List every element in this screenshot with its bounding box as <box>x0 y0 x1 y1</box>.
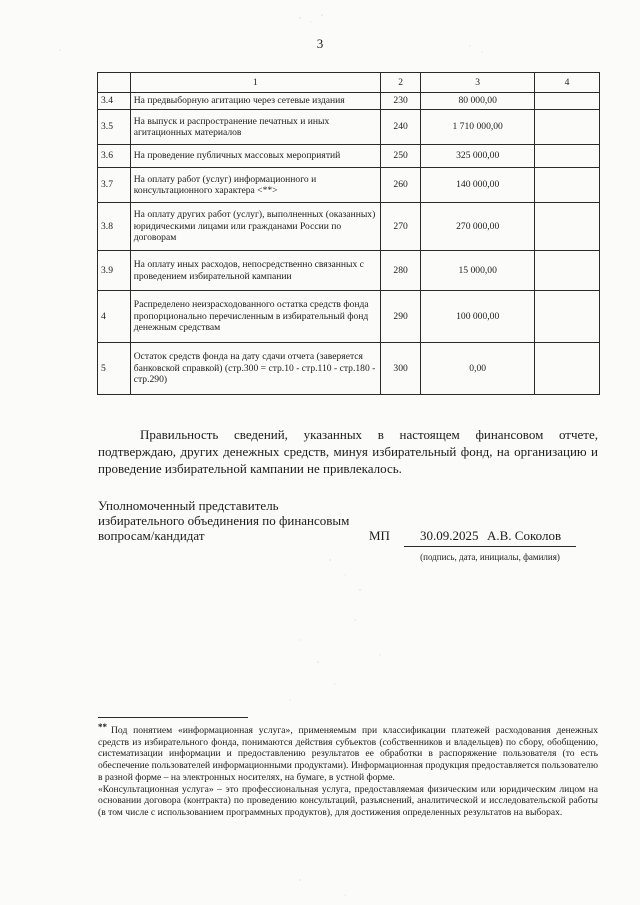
row-note <box>534 343 599 395</box>
row-note <box>534 251 599 291</box>
header-cell-blank <box>98 73 131 93</box>
table-row <box>98 291 600 343</box>
footnote-marker: ** <box>98 722 107 732</box>
page-number: 3 <box>316 36 324 51</box>
row-line-code: 270 <box>380 203 421 251</box>
signatory-name: А.В. Соколов <box>487 528 562 543</box>
row-line-code: 280 <box>380 251 421 291</box>
table-row <box>98 251 600 291</box>
row-number: 3.5 <box>98 110 131 145</box>
row-line-code: 240 <box>380 110 421 145</box>
signatory-role <box>98 498 388 543</box>
signature-caption: (подпись, дата, инициалы, фамилия) <box>420 552 560 562</box>
table-row <box>98 203 600 251</box>
footnote <box>98 722 598 819</box>
row-note <box>534 145 599 168</box>
header-cell-2: 2 <box>380 73 421 93</box>
footnote-separator <box>98 717 248 718</box>
row-number: 3.7 <box>98 168 131 203</box>
row-note <box>534 110 599 145</box>
row-amount: 100 000,00 <box>421 291 535 343</box>
row-number: 4 <box>98 291 131 343</box>
header-cell-3: 3 <box>421 73 535 93</box>
stamp-place: МП <box>369 528 390 543</box>
row-expense-name: На оплату работ (услуг) информационного и консультационного характера <**> <box>130 168 380 203</box>
row-amount: 80 000,00 <box>421 93 535 110</box>
row-expense-name: На оплату других работ (услуг), выполненных (оказанных) юридическими лицами или гражданами России по договорам <box>130 203 380 251</box>
row-amount: 15 000,00 <box>421 251 535 291</box>
financial-report-table <box>97 72 600 395</box>
row-line-code: 300 <box>380 343 421 395</box>
row-expense-name: На предвыборную агитацию через сетевые издания <box>130 93 380 110</box>
signatory-role-line: избирательного объединения по финансовым <box>98 513 350 528</box>
row-number: 3.6 <box>98 145 131 168</box>
row-amount: 140 000,00 <box>421 168 535 203</box>
row-amount: 270 000,00 <box>421 203 535 251</box>
row-line-code: 260 <box>380 168 421 203</box>
row-amount: 325 000,00 <box>421 145 535 168</box>
footnote-paragraph <box>98 722 598 784</box>
row-note <box>534 291 599 343</box>
row-number: 5 <box>98 343 131 395</box>
signatory-role-line: Уполномоченный представитель <box>98 498 279 513</box>
table-row <box>98 145 600 168</box>
row-amount: 0,00 <box>421 343 535 395</box>
row-expense-name: На выпуск и распространение печатных и иных агитационных материалов <box>130 110 380 145</box>
row-note <box>534 93 599 110</box>
table-row <box>98 168 600 203</box>
signature-date: 30.09.2025 <box>420 528 479 543</box>
table-header-row <box>98 73 600 93</box>
row-expense-name: На проведение публичных массовых мероприятий <box>130 145 380 168</box>
row-number: 3.9 <box>98 251 131 291</box>
table-row <box>98 93 600 110</box>
row-line-code: 290 <box>380 291 421 343</box>
row-line-code: 230 <box>380 93 421 110</box>
row-expense-name: Распределено неизрасходованного остатка средств фонда пропорционально перечисленным в избирательный фонд денежным средствам <box>130 291 380 343</box>
row-amount: 1 710 000,00 <box>421 110 535 145</box>
footnote-text: Под понятием «информационная услуга», применяемым при классификации платежей расходования денежных средств из избирательного фонда, понимаются действия субъектов (собственников и владельцев) по сбору, обобщению, систематизации информации и предоставлению результатов ее обработки в распоряжение пользователя (то есть обеспечение пользователей информационными продуктами). Информационная продукция предоставляется пользователю в разной форме – на электронных носителях, на бумаге, в устной форме. <box>98 725 598 783</box>
row-note <box>534 168 599 203</box>
row-number: 3.8 <box>98 203 131 251</box>
row-note <box>534 203 599 251</box>
row-expense-name: На оплату иных расходов, непосредственно связанных с проведением избирательной кампании <box>130 251 380 291</box>
table-row <box>98 343 600 395</box>
table-row <box>98 110 600 145</box>
footnote-text: «Консультационная услуга» – это профессиональная услуга, предоставляемая физическим или юридическим лицом на основании договора (контракта) по проведению консультаций, разъяснений, аналитической и исследовательской работы (в том числе с использованием программных продуктов), для достижения определенных результатов на выборах. <box>98 783 598 818</box>
header-cell-1: 1 <box>130 73 380 93</box>
signature-line <box>404 546 576 547</box>
row-number: 3.4 <box>98 93 131 110</box>
row-expense-name: Остаток средств фонда на дату сдачи отчета (заверяется банковской справкой) (стр.300 = стр.10 - стр.110 - стр.180 - стр.290) <box>130 343 380 395</box>
header-cell-4: 4 <box>534 73 599 93</box>
signatory-role-line: вопросам/кандидат <box>98 528 205 543</box>
row-line-code: 250 <box>380 145 421 168</box>
footnote-paragraph <box>98 784 598 819</box>
certification-text: Правильность сведений, указанных в настоящем финансовом отчете, подтверждаю, других денежных средств, минуя избирательный фонд, на организацию и проведение избирательной кампании не привлекалось. <box>98 427 598 476</box>
